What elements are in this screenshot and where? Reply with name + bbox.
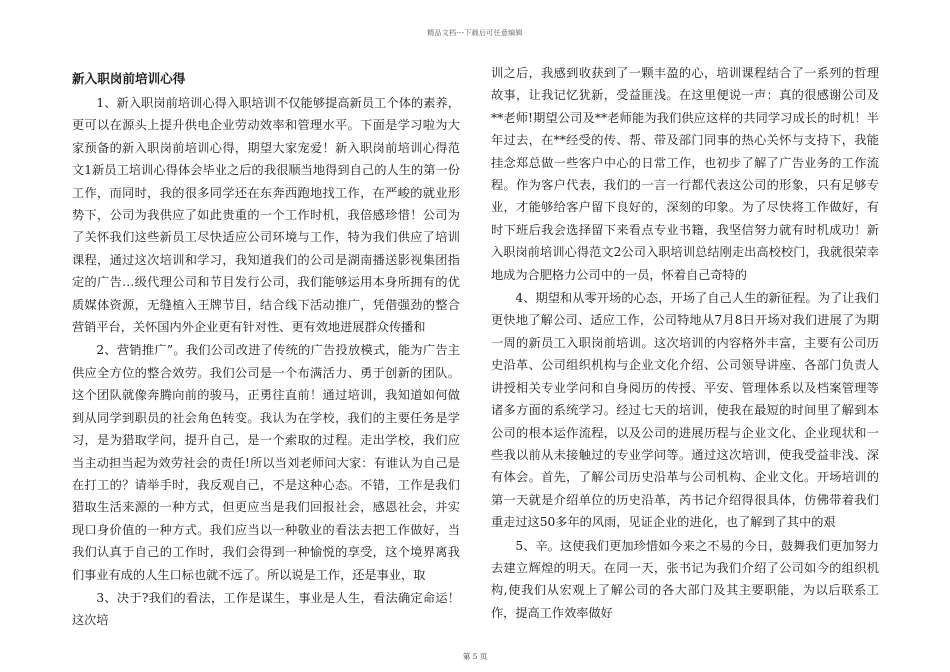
right-column bbox=[491, 62, 879, 625]
paragraph-5: 5、辛。这使我们更加珍惜如今来之不易的今日，鼓舞我们更加努力去建立辉煌的明天。在同一天，张书记为我们介绍了公司如今的组织机构,使我们从宏观上了解公司的各大部门及其主要职能，为以后联系工作，提高工作效率做好 bbox=[491, 538, 879, 620]
article-title: 新入职岗前培训心得 bbox=[72, 71, 186, 86]
paragraph-3: 3、决于?我们的看法，工作是谋生，事业是人生，看法确定命运！这次培 bbox=[72, 590, 460, 628]
paragraph-3-continued: 训之后，我感到收获到了一颗丰盈的心，培训课程结合了一系列的哲理故事，让我记忆犹新，受益匪浅。在这里便说一声：真的很感谢公司及**老师!期望公司及**老师能为我们供应这样的共同学习成长的时机！半年过去，在**经受的传、帮、带及部门同事的热心关怀与支持下，我能挂念郑总做一些客户中心的日常工作，也初步了解了广告业务的工作流程。作为客户代表，我们的一言一行都代表这公司的形象，只有足够专业，才能够给客户留下良好的，深刻的印象。为了尽快将工作做好，有时下班后我会选择留下来看点专业书籍，我坚信努力就有时机成功！新入职岗前培训心得范文2公司入职培训总结刚走出高校校门，我就很荣幸地成为合肥格力公司中的一员，怀着自己奇特的 bbox=[491, 66, 879, 282]
page-header: 精品文档---下载后可任意编辑 bbox=[427, 29, 523, 37]
left-column bbox=[72, 62, 460, 633]
paragraph-4: 4、期望和从零开场的心态，开场了自己人生的新征程。为了让我们更快地了解公司、适应工作，公司特地从7月8日开场对我们进展了为期一周的新员工入职岗前培训。这次培训的内容格外丰富，主要有公司历史沿革、公司组织机构与企业文化介绍、公司领导讲座、各部门负责人讲授相关专业学问和自身阅历的传授、平安、管理体系以及档案管理等诸多方面的系统学习。经过七天的培训，使我在最短的时间里了解到本公司的根本运作流程，以及公司的进展历程与企业文化、企业现状和一些我以前从未接触过的专业学问等。通过这次培训，使我受益非浅、深有体会。首先，了解公司历史沿革与公司机构、企业文化。开场培训的第一天就是介绍单位的历史沿革，芮书记介绍得很具体，仿佛带着我们重走过这50多年的风雨，见证企业的进化，也了解到了其中的艰 bbox=[491, 291, 879, 530]
page-number: 第 5 页 bbox=[462, 652, 488, 661]
paragraph-2: 2、营销推广”。我们公司改进了传统的广告投放模式，能为广告主供应全方位的整合效劳。我们公司是一个布满活力、勇于创新的团队。这个团队就像奔腾向前的骏马，正勇往直前！通过培训，我知道如何做到从同学到职员的社会角色转变。我认为在学校，我们的主要任务是学习，是为猎取学问，提升自己，是一个索取的过程。走出学校，我们应当主动担当起为效劳社会的责任!所以当刘老师问大家：有谁认为自己是在打工的？请举手时，我反观自己，不是这种心态。不错，工作是我们猎取生活来源的一种方式，但更应当是我们回报社会，感恩社会，并实现口身价值的一种方式。我们应当以一种敬业的看法去把工作做好，当我们认真于自己的工作时，我们会得到一种愉悦的享受，这个境界离我们事业有成的人生口标也就不远了。所以说是工作，还是事业，取 bbox=[72, 343, 460, 582]
paragraph-1: 1、新入职岗前培训心得入职培训不仅能够提高新员工个体的素养，更可以在源头上提升供电企业劳动效率和管理水平。下面是学习啦为大家预备的新入职岗前培训心得，期望大家宠爱！新入职岗前培训心得范文1新员工培训心得体会毕业之后的我很顺当地得到自己的人生的第一份工作，而同时，我的很多同学还在东奔西跑地找工作，在严峻的就业形势下，公司为我供应了如此贵重的一个工作时机，我倍感珍惜！公司为了关怀我们这些新员工尽快适应公司环境与工作，特为我们供应了培训课程，通过这次培训和学习，我知道我们的公司是湖南播送影视集团指定的广告…级代理公司和节目发行公司，我们能够运用本身所拥有的优质媒体资源，无缝植入王牌节目，结合线下活动推广，凭借强劲的整合营销平台，关怀国内外企业更有针对性、更有效地进展群众传播和 bbox=[72, 96, 460, 335]
